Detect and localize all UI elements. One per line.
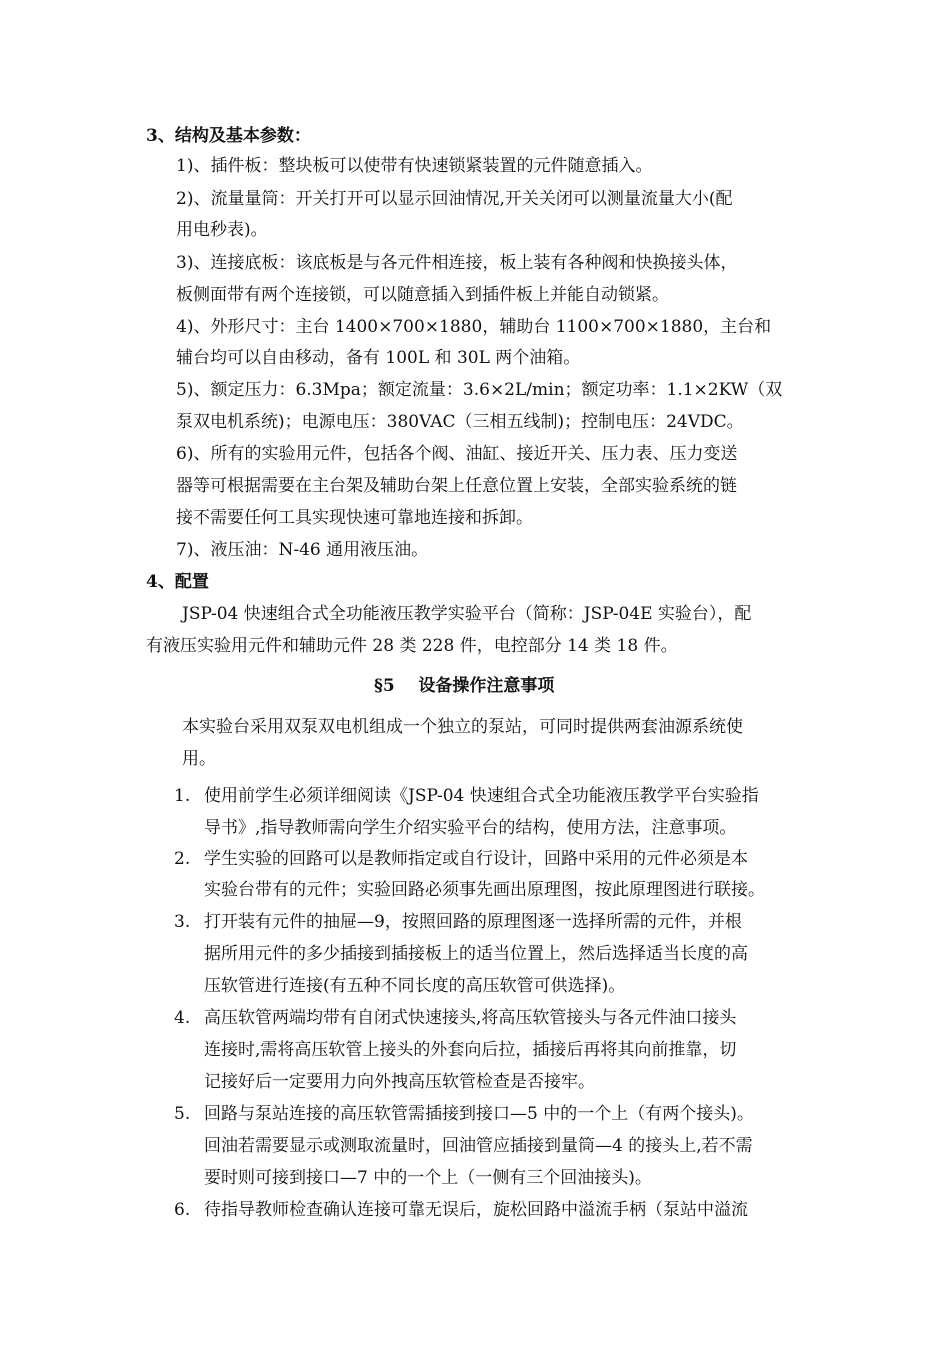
notice-item-4-line-1: [174, 1007, 736, 1029]
notice-item-1-line-2: 导书》,指导教师需向学生介绍实验平台的结构，使用方法，注意事项。: [204, 818, 737, 838]
section-5-heading: §5 设备操作注意事项: [374, 676, 555, 696]
section-5-intro-line-1: 本实验台采用双泵双电机组成一个独立的泵站，可同时提供两套油源系统使: [182, 717, 743, 737]
notice-item-6-text-line-1: 待指导教师检查确认连接可靠无误后，旋松回路中溢流手柄（泵站中溢流: [204, 1200, 748, 1220]
section-3-item-6-line-3: 接不需要任何工具实现快速可靠地连接和拆卸。: [176, 508, 533, 528]
notice-item-1-number: 1.: [174, 786, 191, 806]
section-3-item-2-line-1: 2)、流量量筒：开关打开可以显示回油情况,开关关闭可以测量流量大小(配: [176, 189, 733, 209]
section-3-item-6-line-2: 器等可根据需要在主台架及辅助台架上任意位置上安装，全部实验系统的链: [176, 476, 737, 496]
section-3-heading: 3、结构及基本参数：: [146, 126, 311, 146]
notice-item-3-line-2: 据所用元件的多少插接到插接板上的适当位置上，然后选择适当长度的高: [204, 944, 748, 964]
section-3-item-6-line-1: 6)、所有的实验用元件，包括各个阀、油缸、接近开关、压力表、压力变送: [176, 444, 738, 464]
notice-item-3-number: 3.: [174, 912, 191, 932]
notice-item-2-line-1: [174, 848, 748, 870]
notice-item-1-line-1: [174, 785, 759, 807]
notice-item-4-number: 4.: [174, 1008, 191, 1028]
notice-item-5-line-1: [174, 1103, 754, 1125]
section-3-item-1-line-1: 1)、插件板：整块板可以使带有快速锁紧装置的元件随意插入。: [176, 156, 653, 176]
section-4-paragraph-line-2: 有液压实验用元件和辅助元件 28 类 228 件，电控部分 14 类 18 件。: [146, 636, 678, 656]
notice-item-3-text-line-1: 打开装有元件的抽屉—9，按照回路的原理图逐一选择所需的元件，并根: [204, 912, 742, 932]
notice-item-4-text-line-1: 高压软管两端均带有自闭式快速接头,将高压软管接头与各元件油口接头: [204, 1008, 737, 1028]
notice-item-6-line-1: [174, 1199, 748, 1221]
section-4-heading: 4、配置: [146, 572, 209, 592]
notice-item-5-text-line-1: 回路与泵站连接的高压软管需插接到接口—5 中的一个上（有两个接头)。: [204, 1104, 754, 1124]
notice-item-2-text-line-1: 学生实验的回路可以是教师指定或自行设计，回路中采用的元件必须是本: [204, 849, 748, 869]
section-3-item-3-line-1: 3)、连接底板：该底板是与各元件相连接，板上装有各种阀和快换接头体，: [176, 253, 738, 273]
notice-item-4-line-3: 记接好后一定要用力向外拽高压软管检查是否接牢。: [204, 1072, 595, 1092]
notice-item-5-number: 5.: [174, 1104, 191, 1124]
section-3-item-5-line-2: 泵双电机系统)；电源电压：380VAC（三相五线制)；控制电压：24VDC。: [176, 412, 744, 432]
section-3-item-3-line-2: 板侧面带有两个连接锁，可以随意插入到插件板上并能自动锁紧。: [176, 285, 669, 305]
notice-item-2-number: 2.: [174, 849, 191, 869]
notice-item-6-number: 6.: [174, 1200, 191, 1220]
notice-item-1-text-line-1: 使用前学生必须详细阅读《JSP-04 快速组合式全功能液压教学平台实验指: [204, 786, 759, 806]
section-3-item-4-line-2: 辅台均可以自由移动，备有 100L 和 30L 两个油箱。: [176, 348, 581, 368]
notice-item-3-line-3: 压软管进行连接(有五种不同长度的高压软管可供选择)。: [204, 976, 626, 996]
section-5-intro-line-2: 用。: [182, 749, 216, 769]
notice-item-2-line-2: 实验台带有的元件；实验回路必须事先画出原理图，按此原理图进行联接。: [204, 880, 765, 900]
section-3-item-7-line-1: 7)、液压油：N-46 通用液压油。: [176, 540, 429, 560]
section-3-item-2-line-2: 用电秒表)。: [176, 220, 268, 240]
section-4-paragraph-line-1: JSP-04 快速组合式全功能液压教学实验平台（简称：JSP-04E 实验台），配: [182, 604, 752, 624]
section-3-item-4-line-1: 4)、外形尺寸：主台 1400×700×1880，辅助台 1100×700×1880，主台和: [176, 317, 772, 337]
notice-item-4-line-2: 连接时,需将高压软管上接头的外套向后拉，插接后再将其向前推靠，切: [204, 1040, 737, 1060]
notice-item-5-line-2: 回油若需要显示或测取流量时，回油管应插接到量筒—4 的接头上,若不需: [204, 1136, 753, 1156]
section-3-item-5-line-1: 5)、额定压力：6.3Mpa；额定流量：3.6×2L/min；额定功率：1.1×2KW（双: [176, 380, 783, 400]
notice-item-5-line-3: 要时则可接到接口—7 中的一个上（一侧有三个回油接头)。: [204, 1168, 652, 1188]
notice-item-3-line-1: [174, 911, 742, 933]
